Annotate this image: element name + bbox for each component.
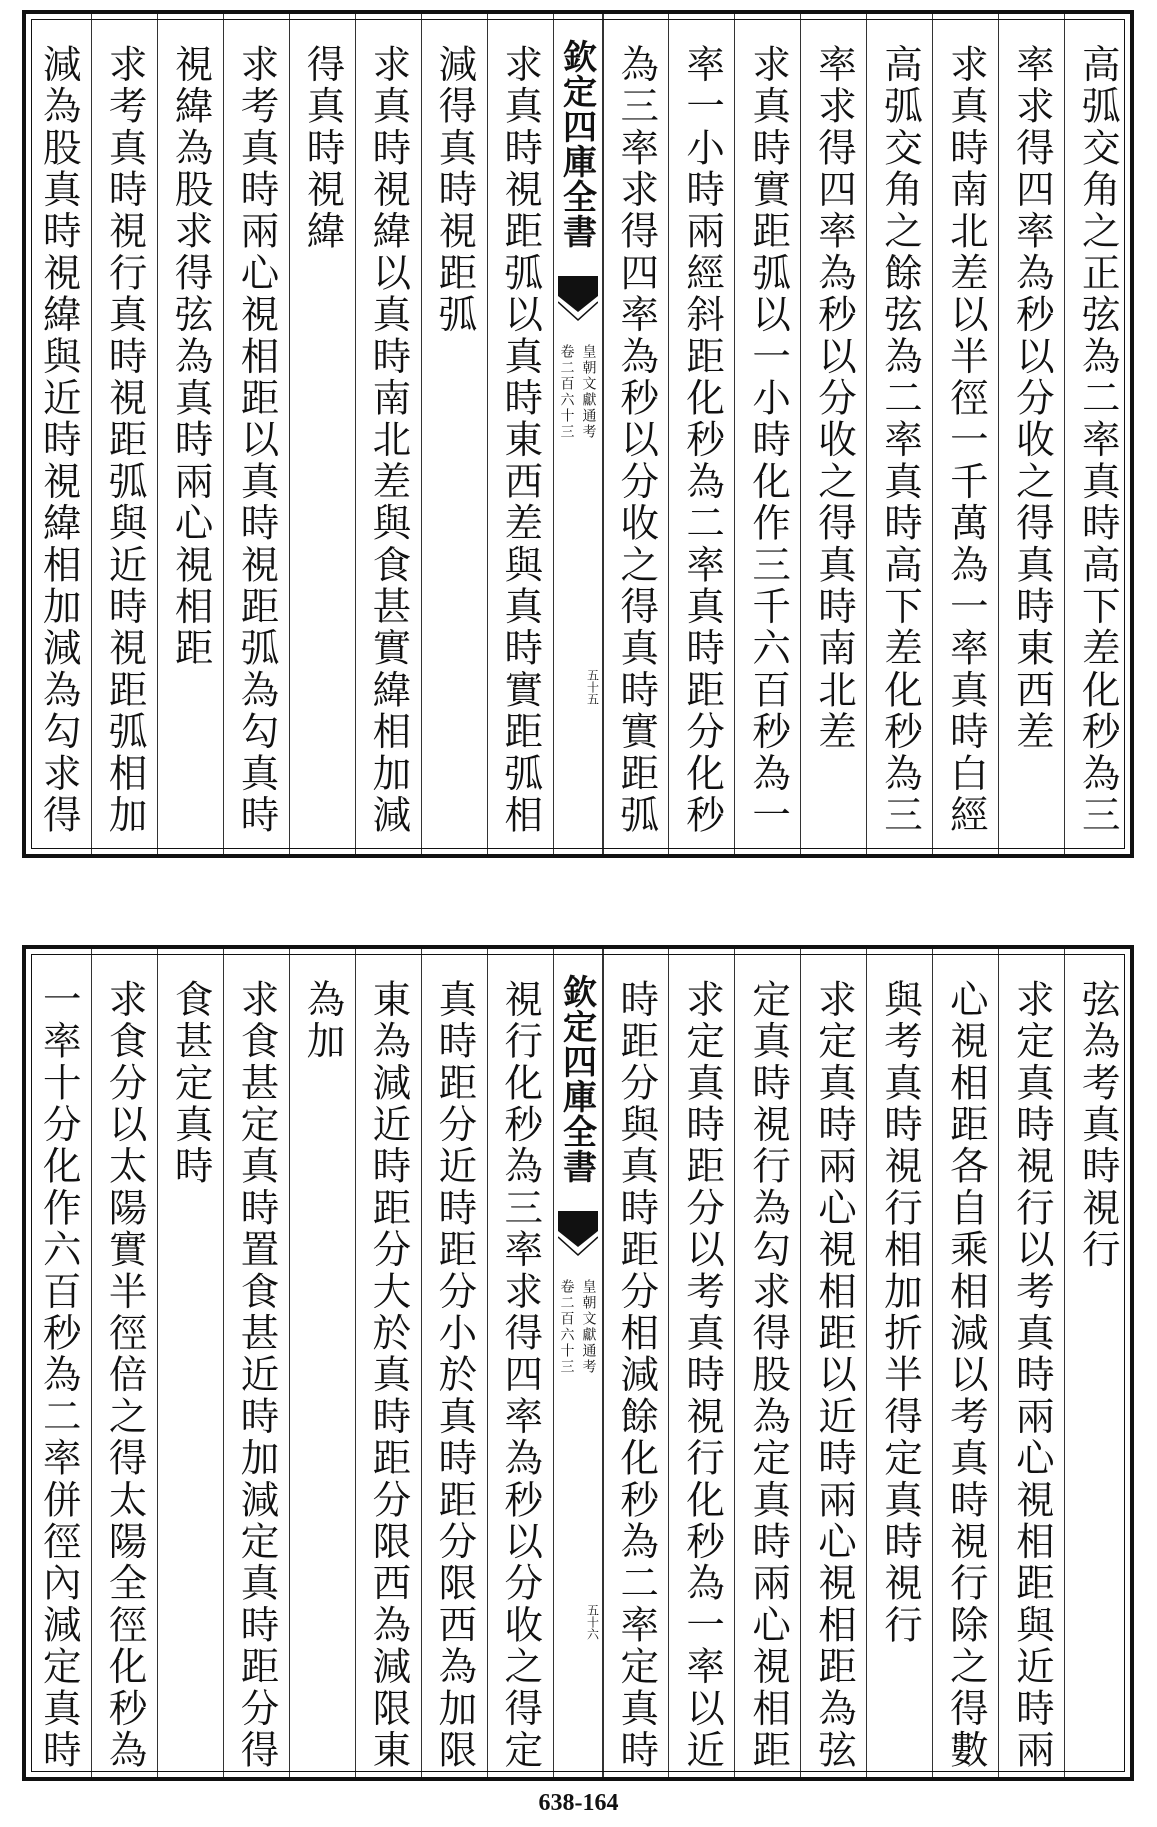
text-column: 求定真時距分以考真時視行化秒為一率以近 — [668, 949, 734, 1777]
source-title: 皇朝文獻通考 — [580, 344, 597, 440]
text-column: 弦為考真時視行 — [1064, 949, 1130, 1777]
book-title: 欽定四庫全書 — [556, 974, 597, 1184]
text-column: 高弧交角之正弦為二率真時高下差化秒為三 — [1064, 14, 1130, 854]
folio-number: 五十六 — [585, 1604, 600, 1640]
text-column: 為三率求得四率為秒以分收之得真時實距弧 — [603, 14, 669, 854]
text-column: 減為股真時視緯與近時視緯相加減為勾求得 — [36, 44, 82, 837]
text-column: 求真時視緯以真時南北差與食甚實緯相加減 — [355, 14, 421, 854]
text-column: 減得真時視距弧 — [421, 14, 487, 854]
text-column: 定真時視行為勾求得股為定真時兩心視相距 — [734, 949, 800, 1777]
text-column: 視緯為股求得弦為真時兩心視相距 — [157, 14, 223, 854]
text-column: 求真時實距弧以一小時化作三千六百秒為一 — [734, 14, 800, 854]
text-column: 求定真時兩心視相距以近時兩心視相距為弦 — [800, 949, 866, 1777]
fishtail-mark — [558, 1211, 598, 1263]
text-column: 求食甚定真時置食甚近時加減定真時距分得 — [223, 949, 289, 1777]
source-title: 皇朝文獻通考 — [580, 1279, 597, 1375]
book-title: 欽定四庫全書 — [556, 39, 597, 249]
text-column: 得真時視緯 — [289, 14, 355, 854]
text-column: 求真時南北差以半徑一千萬為一率真時白經 — [932, 14, 998, 854]
text-column: 時距分與真時距分相減餘化秒為二率定真時 — [603, 949, 669, 1777]
text-column: 求考真時視行真時視距弧與近時視距弧相加 — [91, 14, 157, 854]
text-column: 求食分以太陽實半徑倍之得太陽全徑化秒為 — [91, 949, 157, 1777]
bottom-page — [22, 945, 1134, 1781]
volume-number: 卷二百六十三 — [558, 1279, 575, 1375]
folio-number: 五十五 — [585, 669, 600, 705]
text-column: 心視相距各自乘相減以考真時視行除之得數 — [932, 949, 998, 1777]
text-column: 率一小時兩經斜距化秒為二率真時距分化秒 — [668, 14, 734, 854]
text-column: 高弧交角之餘弦為二率真時高下差化秒為三 — [866, 14, 932, 854]
top-page — [22, 10, 1134, 858]
fishtail-mark — [558, 276, 598, 328]
text-column: 求定真時視行以考真時兩心視相距與近時兩 — [998, 949, 1064, 1777]
text-column: 真時距分近時距分小於真時距分限西為加限 — [421, 949, 487, 1777]
text-column: 視行化秒為三率求得四率為秒以分收之得定 — [487, 949, 553, 1777]
volume-number: 卷二百六十三 — [558, 344, 575, 440]
text-column: 與考真時視行相加折半得定真時視行 — [866, 949, 932, 1777]
volume-reference — [554, 344, 602, 440]
text-column: 食甚定真時 — [157, 949, 223, 1777]
text-column: 一率十分化作六百秒為二率併徑內減定真時 — [36, 979, 82, 1772]
text-column: 求真時視距弧以真時東西差與真時實距弧相 — [487, 14, 553, 854]
text-column: 率求得四率為秒以分收之得真時東西差 — [998, 14, 1064, 854]
text-column: 東為減近時距分大於真時距分限西為減限東 — [355, 949, 421, 1777]
text-column: 為加 — [289, 949, 355, 1777]
page-number: 638-164 — [538, 1790, 619, 1816]
center-strip — [553, 14, 603, 854]
text-column: 求考真時兩心視相距以真時視距弧為勾真時 — [223, 14, 289, 854]
volume-reference — [554, 1279, 602, 1375]
text-column: 率求得四率為秒以分收之得真時南北差 — [800, 14, 866, 854]
center-strip — [553, 949, 603, 1777]
